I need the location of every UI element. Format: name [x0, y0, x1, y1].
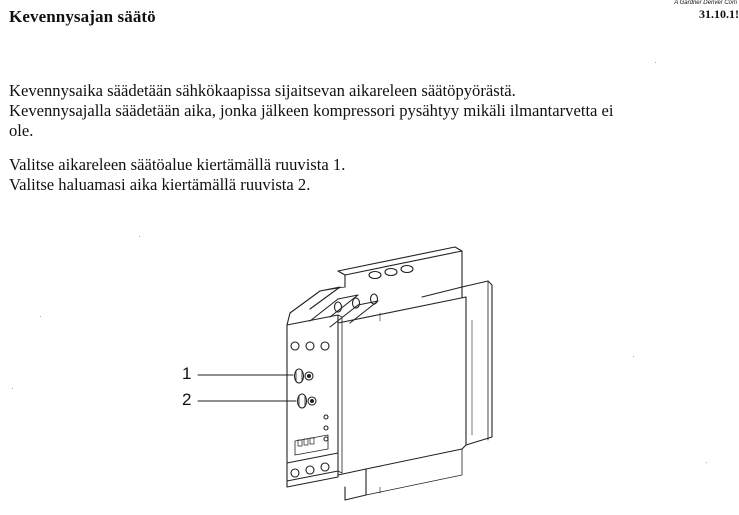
- timer-relay-figure: [170, 225, 540, 510]
- scan-speck: [139, 236, 140, 237]
- text-line: Kevennysaika säädetään sähkökaapissa sijaitsevan aikareleen säätöpyörästä.: [9, 81, 516, 100]
- text-line: Valitse aikareleen säätöalue kiertämällä ruuvista 1.: [9, 155, 346, 174]
- timer-relay-drawing: [170, 225, 540, 510]
- paragraph-instructions: [9, 155, 737, 195]
- company-tagline: A Gardner Denver Com: [674, 0, 737, 6]
- document-date: 31.10.1!: [699, 7, 739, 21]
- text-line: ole.: [9, 121, 34, 140]
- figure-label-2: 2: [182, 390, 192, 409]
- scan-speck: [40, 316, 41, 317]
- text-line: Valitse haluamasi aika kiertämällä ruuvista 2.: [9, 175, 311, 194]
- paragraph-description: [9, 81, 737, 141]
- scan-speck: [12, 388, 13, 389]
- figure-label-1: 1: [182, 364, 192, 383]
- scan-speck: [633, 356, 634, 357]
- scan-speck: [655, 62, 656, 63]
- header-corner: [674, 0, 739, 22]
- page-title: Kevennysajan säätö: [9, 7, 156, 26]
- text-line: Kevennysajalla säädetään aika, jonka jälkeen kompressori pysähtyy mikäli ilmantarvetta ei: [9, 101, 614, 120]
- scan-speck: [706, 462, 707, 463]
